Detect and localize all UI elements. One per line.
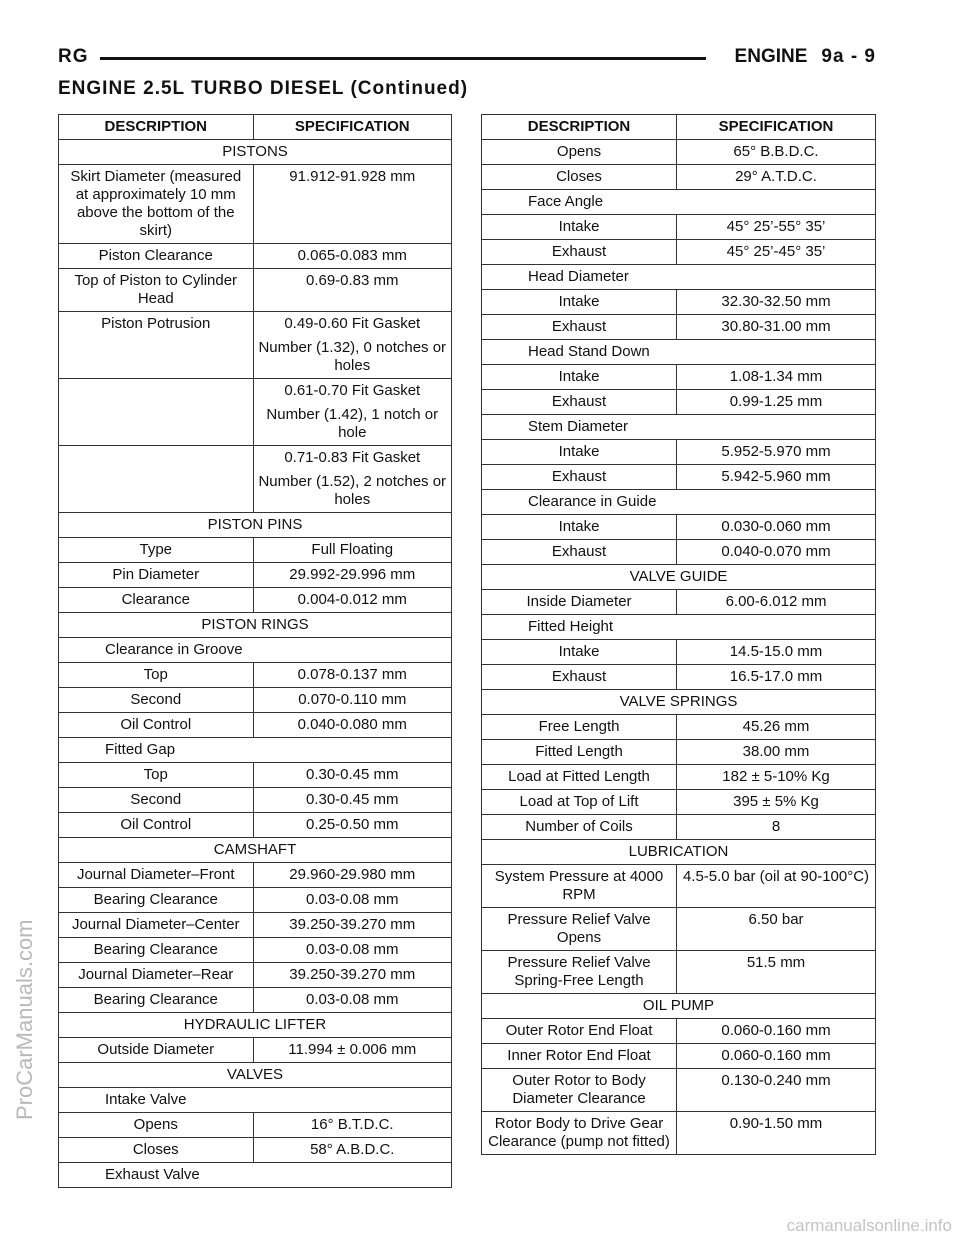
table-row: [482, 865, 876, 908]
specification-cell: 0.25-0.50 mm: [253, 813, 451, 838]
specification-cell: 38.00 mm: [677, 740, 876, 765]
subheading: Stem Diameter: [482, 415, 876, 440]
description-cell: Load at Top of Lift: [482, 790, 677, 815]
page-number: 9a - 9: [821, 46, 876, 67]
table-row: [59, 863, 452, 888]
column-header-specification: SPECIFICATION: [253, 115, 451, 140]
specification-cell: [253, 379, 451, 446]
subheading-row: [482, 490, 876, 515]
table-row: [59, 663, 452, 688]
table-row: [59, 688, 452, 713]
table-header-row: [59, 115, 452, 140]
section-heading: VALVE SPRINGS: [482, 690, 876, 715]
table-row: [59, 588, 452, 613]
table-row: [59, 788, 452, 813]
specification-cell: 91.912-91.928 mm: [253, 165, 451, 244]
table-row: [482, 765, 876, 790]
specification-cell: [253, 446, 451, 513]
table-row: [482, 640, 876, 665]
description-cell: Rotor Body to Drive Gear Clearance (pump not fitted): [482, 1112, 677, 1155]
section-row: [482, 565, 876, 590]
section-heading: OIL PUMP: [482, 994, 876, 1019]
specification-cell: 16.5-17.0 mm: [677, 665, 876, 690]
specification-cell: 29.960-29.980 mm: [253, 863, 451, 888]
subheading: Head Diameter: [482, 265, 876, 290]
section-row: [59, 613, 452, 638]
specification-cell: 0.03-0.08 mm: [253, 888, 451, 913]
description-cell: Intake: [482, 365, 677, 390]
specification-cell: 0.060-0.160 mm: [677, 1044, 876, 1069]
specification-cell: 65° B.B.D.C.: [677, 140, 876, 165]
subheading: Fitted Gap: [59, 738, 452, 763]
table-row: [59, 244, 452, 269]
section-title: ENGINE 2.5L TURBO DIESEL (Continued): [58, 78, 469, 99]
specification-cell: 39.250-39.270 mm: [253, 913, 451, 938]
description-cell: Top: [59, 663, 254, 688]
description-cell: Outer Rotor to Body Diameter Clearance: [482, 1069, 677, 1112]
specification-cell: 182 ± 5-10% Kg: [677, 765, 876, 790]
table-body: [482, 140, 876, 1155]
table-row: [482, 1112, 876, 1155]
subheading: Clearance in Guide: [482, 490, 876, 515]
table-row: [482, 815, 876, 840]
description-cell: Load at Fitted Length: [482, 765, 677, 790]
subheading: Clearance in Groove: [59, 638, 452, 663]
specification-line: Number (1.42), 1 notch or hole: [266, 406, 439, 441]
table-row: [59, 888, 452, 913]
specification-cell: 51.5 mm: [677, 951, 876, 994]
description-cell: Closes: [482, 165, 677, 190]
subheading: Fitted Height: [482, 615, 876, 640]
specification-line: Number (1.32), 0 notches or holes: [258, 339, 447, 374]
specification-cell: 0.03-0.08 mm: [253, 988, 451, 1013]
column-header-description: DESCRIPTION: [59, 115, 254, 140]
description-cell: Fitted Length: [482, 740, 677, 765]
specification-cell: Full Floating: [253, 538, 451, 563]
section-heading: PISTON PINS: [59, 513, 452, 538]
specification-cell: 5.942-5.960 mm: [677, 465, 876, 490]
description-cell: Number of Coils: [482, 815, 677, 840]
section-heading: HYDRAULIC LIFTER: [59, 1013, 452, 1038]
table-row: [482, 440, 876, 465]
specification-cell: 0.040-0.070 mm: [677, 540, 876, 565]
description-cell: Pin Diameter: [59, 563, 254, 588]
subheading-row: [482, 265, 876, 290]
table-row: [59, 1113, 452, 1138]
description-cell: Exhaust: [482, 665, 677, 690]
watermark-bottom: carmanualsonline.info: [786, 1216, 952, 1235]
table-row: [482, 1069, 876, 1112]
specification-cell: 0.69-0.83 mm: [253, 269, 451, 312]
subheading-row: [59, 1088, 452, 1113]
subheading: Head Stand Down: [482, 340, 876, 365]
specification-line: Number (1.52), 2 notches or holes: [258, 473, 447, 508]
table-row: [59, 913, 452, 938]
table-row: [482, 215, 876, 240]
description-cell: Intake: [482, 640, 677, 665]
column-header-description: DESCRIPTION: [482, 115, 677, 140]
table-row: [59, 538, 452, 563]
specification-cell: 0.004-0.012 mm: [253, 588, 451, 613]
subheading-row: [482, 415, 876, 440]
table-row: [59, 963, 452, 988]
table-row: [482, 665, 876, 690]
table-row: [59, 763, 452, 788]
description-cell: Intake: [482, 515, 677, 540]
table-row: [482, 1044, 876, 1069]
subheading: Exhaust Valve: [59, 1163, 452, 1188]
section-row: [59, 140, 452, 165]
specification-cell: 0.130-0.240 mm: [677, 1069, 876, 1112]
table-row: [59, 813, 452, 838]
description-cell: Exhaust: [482, 540, 677, 565]
specification-cell: 0.078-0.137 mm: [253, 663, 451, 688]
section-heading: VALVES: [59, 1063, 452, 1088]
section-row: [482, 994, 876, 1019]
specification-cell: 0.03-0.08 mm: [253, 938, 451, 963]
table-row: [482, 908, 876, 951]
table-row: [59, 1038, 452, 1063]
specification-line: 0.61-0.70 Fit Gasket: [284, 382, 421, 399]
spec-table-right: [481, 114, 876, 1155]
description-cell: Inner Rotor End Float: [482, 1044, 677, 1069]
table-row: [482, 740, 876, 765]
specification-cell: 0.30-0.45 mm: [253, 788, 451, 813]
table-row: [59, 713, 452, 738]
section-row: [59, 513, 452, 538]
description-cell: Inside Diameter: [482, 590, 677, 615]
specification-cell: 32.30-32.50 mm: [677, 290, 876, 315]
column-header-specification: SPECIFICATION: [677, 115, 876, 140]
header-rule: [100, 57, 706, 60]
description-cell: Second: [59, 788, 254, 813]
specification-cell: 45.26 mm: [677, 715, 876, 740]
specification-cell: 58° A.B.D.C.: [253, 1138, 451, 1163]
specification-cell: 6.50 bar: [677, 908, 876, 951]
table-row: [482, 140, 876, 165]
description-cell: System Pressure at 4000 RPM: [482, 865, 677, 908]
specification-cell: 39.250-39.270 mm: [253, 963, 451, 988]
subheading-row: [482, 190, 876, 215]
specification-line: 0.49-0.60 Fit Gasket: [284, 315, 421, 332]
table-row: [482, 365, 876, 390]
description-cell: Closes: [59, 1138, 254, 1163]
specification-cell: 0.90-1.50 mm: [677, 1112, 876, 1155]
description-cell: Bearing Clearance: [59, 988, 254, 1013]
description-cell: Journal Diameter–Front: [59, 863, 254, 888]
table-row: [482, 715, 876, 740]
section-row: [482, 840, 876, 865]
table-row: [482, 315, 876, 340]
description-cell: [59, 446, 254, 513]
description-cell: Opens: [482, 140, 677, 165]
description-cell: Bearing Clearance: [59, 888, 254, 913]
specification-cell: 6.00-6.012 mm: [677, 590, 876, 615]
table-row: [59, 312, 452, 379]
description-cell: Second: [59, 688, 254, 713]
specification-cell: 45° 25’-55° 35’: [677, 215, 876, 240]
specification-cell: 0.065-0.083 mm: [253, 244, 451, 269]
description-cell: Outer Rotor End Float: [482, 1019, 677, 1044]
specification-cell: 0.99-1.25 mm: [677, 390, 876, 415]
description-cell: Intake: [482, 290, 677, 315]
description-cell: Intake: [482, 440, 677, 465]
description-cell: Oil Control: [59, 713, 254, 738]
table-row: [59, 988, 452, 1013]
specification-cell: 0.30-0.45 mm: [253, 763, 451, 788]
description-cell: Free Length: [482, 715, 677, 740]
section-heading: VALVE GUIDE: [482, 565, 876, 590]
description-cell: Oil Control: [59, 813, 254, 838]
specification-line: 0.71-0.83 Fit Gasket: [284, 449, 421, 466]
specification-cell: 1.08-1.34 mm: [677, 365, 876, 390]
specification-cell: 395 ± 5% Kg: [677, 790, 876, 815]
table-row: [482, 290, 876, 315]
description-cell: Piston Clearance: [59, 244, 254, 269]
specification-cell: 0.060-0.160 mm: [677, 1019, 876, 1044]
subheading-row: [59, 1163, 452, 1188]
section-heading: PISTONS: [59, 140, 452, 165]
description-cell: Pressure Relief Valve Spring-Free Length: [482, 951, 677, 994]
specification-cell: 16° B.T.D.C.: [253, 1113, 451, 1138]
specification-cell: 11.994 ± 0.006 mm: [253, 1038, 451, 1063]
description-cell: Journal Diameter–Rear: [59, 963, 254, 988]
table-row: [59, 165, 452, 244]
description-cell: Skirt Diameter (measured at approximately 10 mm above the bottom of the skirt): [59, 165, 254, 244]
table-row: [482, 390, 876, 415]
description-cell: Exhaust: [482, 390, 677, 415]
table-row: [482, 165, 876, 190]
table-row: [59, 269, 452, 312]
description-cell: Type: [59, 538, 254, 563]
specification-cell: 29.992-29.996 mm: [253, 563, 451, 588]
specification-cell: 0.030-0.060 mm: [677, 515, 876, 540]
section-row: [59, 1013, 452, 1038]
header-section-code: RG: [58, 46, 89, 67]
subheading-row: [59, 638, 452, 663]
section-heading: LUBRICATION: [482, 840, 876, 865]
description-cell: [59, 379, 254, 446]
specification-cell: [253, 312, 451, 379]
description-cell: Piston Potrusion: [59, 312, 254, 379]
table-row: [482, 240, 876, 265]
specification-cell: 8: [677, 815, 876, 840]
description-cell: Clearance: [59, 588, 254, 613]
description-cell: Exhaust: [482, 465, 677, 490]
specification-cell: 0.070-0.110 mm: [253, 688, 451, 713]
section-row: [482, 690, 876, 715]
subheading-row: [59, 738, 452, 763]
table-row: [59, 446, 452, 513]
description-cell: Top: [59, 763, 254, 788]
page-header: [58, 46, 876, 72]
subheading: Face Angle: [482, 190, 876, 215]
table-row: [59, 1138, 452, 1163]
description-cell: Outside Diameter: [59, 1038, 254, 1063]
subheading: Intake Valve: [59, 1088, 452, 1113]
section-row: [59, 838, 452, 863]
table-row: [59, 563, 452, 588]
header-chapter: [735, 46, 876, 68]
section-heading: CAMSHAFT: [59, 838, 452, 863]
table-body: [59, 140, 452, 1188]
table-row: [482, 515, 876, 540]
description-cell: Intake: [482, 215, 677, 240]
header-chapter-title: ENGINE: [734, 46, 808, 67]
description-cell: Journal Diameter–Center: [59, 913, 254, 938]
table-row: [482, 465, 876, 490]
specification-cell: 4.5-5.0 bar (oil at 90-100°C): [677, 865, 876, 908]
table-row: [482, 790, 876, 815]
table-row: [59, 379, 452, 446]
watermark-side: ProCarManuals.com: [12, 919, 37, 1120]
description-cell: Pressure Relief Valve Opens: [482, 908, 677, 951]
specification-cell: 29° A.T.D.C.: [677, 165, 876, 190]
section-row: [59, 1063, 452, 1088]
subheading-row: [482, 340, 876, 365]
table-row: [482, 590, 876, 615]
description-cell: Exhaust: [482, 315, 677, 340]
description-cell: Exhaust: [482, 240, 677, 265]
specification-cell: 5.952-5.970 mm: [677, 440, 876, 465]
specification-cell: 45° 25’-45° 35’: [677, 240, 876, 265]
description-cell: Bearing Clearance: [59, 938, 254, 963]
specification-cell: 30.80-31.00 mm: [677, 315, 876, 340]
spec-table-left: [58, 114, 452, 1188]
table-header-row: [482, 115, 876, 140]
table-row: [482, 951, 876, 994]
specification-cell: 0.040-0.080 mm: [253, 713, 451, 738]
section-heading: PISTON RINGS: [59, 613, 452, 638]
subheading-row: [482, 615, 876, 640]
table-row: [482, 540, 876, 565]
table-row: [482, 1019, 876, 1044]
table-row: [59, 938, 452, 963]
description-cell: Top of Piston to Cylinder Head: [59, 269, 254, 312]
description-cell: Opens: [59, 1113, 254, 1138]
specification-cell: 14.5-15.0 mm: [677, 640, 876, 665]
